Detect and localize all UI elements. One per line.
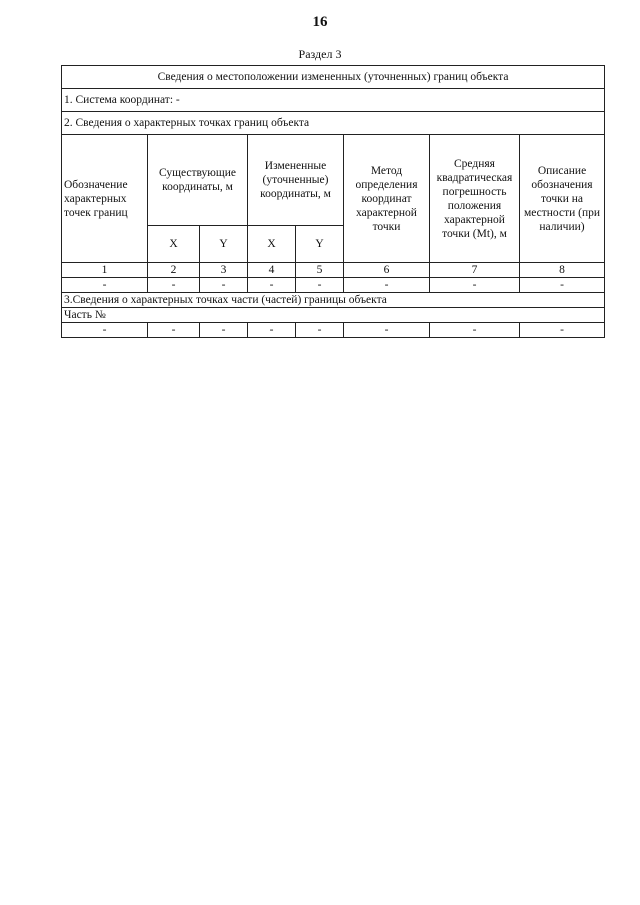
table-cell: - [296,278,344,293]
table-cell: - [296,323,344,338]
header-changed-coords: Измененные (уточненные) координаты, м [248,135,344,226]
header-designation: Обозначение характерных точек границ [62,135,148,263]
table-cell: - [430,323,520,338]
column-number: 6 [344,263,430,278]
table-cell: - [148,323,200,338]
table-cell: - [148,278,200,293]
table-cell: - [200,278,248,293]
coord-system-row: 1. Система координат: - [62,89,605,112]
points-heading-row: 2. Сведения о характерных точках границ объекта [62,112,605,135]
table-cell: - [430,278,520,293]
header-y-existing: Y [200,226,248,263]
table-cell: - [520,278,605,293]
header-x-existing: X [148,226,200,263]
column-number: 4 [248,263,296,278]
part-label-row: Часть № [62,308,605,323]
header-description: Описание обозначения точки на местности (при наличии) [520,135,605,263]
table-cell: - [248,278,296,293]
table-cell: - [62,323,148,338]
header-error: Средняя квадратическая погрешность положения характерной точки (Mt), м [430,135,520,263]
table-cell: - [62,278,148,293]
column-number: 2 [148,263,200,278]
table-cell: - [344,323,430,338]
table-cell: - [200,323,248,338]
section-title: Раздел 3 [298,47,342,61]
header-existing-coords: Существующие координаты, м [148,135,248,226]
column-number: 3 [200,263,248,278]
table-cell: - [520,323,605,338]
table-caption: Сведения о местоположении измененных (уточненных) границ объекта [62,66,605,89]
column-number: 5 [296,263,344,278]
table-cell: - [248,323,296,338]
column-number: 1 [62,263,148,278]
column-numbers-row [62,263,605,278]
table-cell: - [344,278,430,293]
parts-heading-row: 3.Сведения о характерных точках части (частей) границы объекта [62,293,605,308]
header-method: Метод определения координат характерной точки [344,135,430,263]
table-row [62,278,605,293]
boundary-table [61,65,605,338]
header-y-changed: Y [296,226,344,263]
column-number: 7 [430,263,520,278]
header-x-changed: X [248,226,296,263]
table-row [62,323,605,338]
column-number: 8 [520,263,605,278]
page-number: 16 [312,14,328,30]
